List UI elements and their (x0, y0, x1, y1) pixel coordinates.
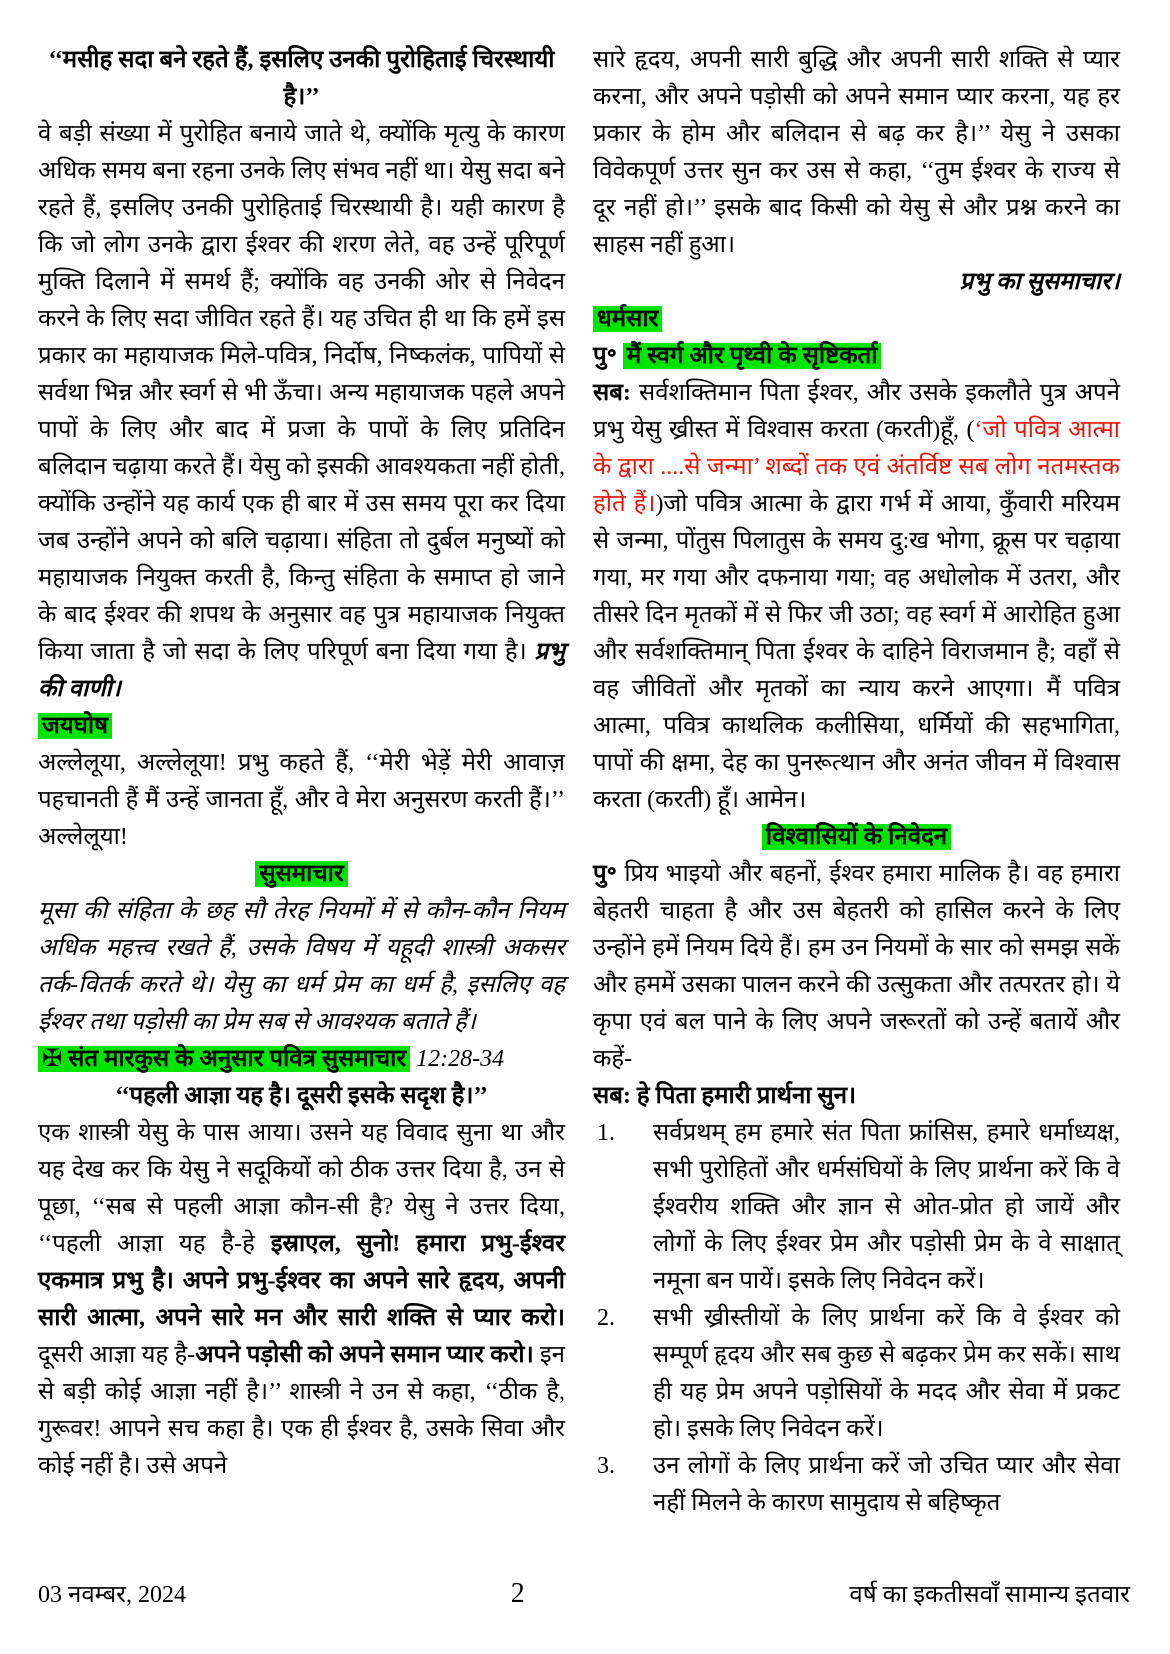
petition-item (593, 1300, 1120, 1448)
text-run: )जो पवित्र आत्मा के द्वारा गर्भ में आया, कुँवारी मरियम से जन्मा, पोंतुस पिलातुस के समय दु:ख भोगा, क्रूस पर चढ़ाया गया, मर गया और दफनाया गया; वह अधोलोक में उतरा, और तीसरे दिन मृतकों में से फिर जी उठा; वह स्वर्ग में आरोहित हुआ और सर्वशक्तिमान् पिता ईश्वर के दाहिने विराजमान है; वहाँ से वह जीवितों और मृतकों का न्याय करने आएगा। मैं पवित्र आत्मा, पवित्र काथलिक कलीसिया, धर्मियों की सहभागिता, पापों की क्षमा, देह का पुनरूत्थान और अनंत जीवन में विश्वास करता (करती) हूँ। आमेन। (593, 491, 1120, 813)
petition-text: सर्वप्रथम् हम हमारे संत पिता फ्रांसिस, हमारे धर्माध्यक्ष, सभी पुरोहितों और धर्मसंघियों के लिए प्रार्थना करें कि वे ईश्वरीय शक्ति और ज्ञान से ओत-प्रोत हो जायें और लोगों के लिए ईश्वर प्रेम और पड़ोसी प्रेम के वे साक्षात् नमूना बन पायें। इसके लिए निवेदन करें। (653, 1120, 1120, 1294)
petitions-list (593, 1115, 1120, 1522)
creed-title: मैं स्वर्ग और पृथ्वी के सृष्टिकर्ता (623, 343, 882, 369)
text-run: दूसरी आज्ञा यह है- (38, 1342, 196, 1368)
first-reading-body (38, 116, 565, 708)
text-run: इस्राएल, सुनो! हमारा प्रभु-ईश्वर एकमात्र प्रभु है। अपने प्रभु-ईश्वर का अपने सारे हृदय, अपनी सारी आत्मा, अपने सारे मन और सारी शक्ति से प्यार करो। (38, 1231, 565, 1331)
text-run: सर्वशक्तिमान पिता ईश्वर, और उसके इकलौते पुत्र अपने प्रभु येसु ख्रीस्त में विश्वास करता (करती)हूँ, ( (593, 380, 1120, 443)
text-run: सब: (593, 380, 631, 406)
petition-item (593, 1115, 1120, 1300)
text-run: वे बड़ी संख्या में पुरोहित बनाये जाते थे, क्योंकि मृत्यु के कारण अधिक समय बना रहना उनके लिए संभव नहीं था। येसु सदा बने रहते हैं, इसलिए उनकी पुरोहिताई चिरस्थायी है। यही कारण है कि जो लोग उनके द्वारा ईश्वर की शरण लेते, वह उन्हें पूरिपूर्ण मुक्ति दिलाने में समर्थ हैं; क्योंकि वह उनकी ओर से निवेदन करने के लिए सदा जीवित रहते हैं। यह उचित ही था कि हमें इस प्रकार का महायाजक मिले-पवित्र, निर्दोष, निष्कलंक, पापियों से सर्वथा भिन्न और स्वर्ग से भी ऊँचा। अन्य महायाजक पहले अपने पापों के लिए और बाद में प्रजा के पापों के लिए प्रतिदिन बलिदान चढ़ाया करते हैं। येसु को इसकी आवश्यकता नहीं होती, क्योंकि उन्होंने यह कार्य एक ही बार में उस समय पूरा कर दिया जब उन्होंने अपने को बलि चढ़ाया। संहिता तो दुर्बल मनुष्यों को महायाजक नियुक्त करती है, किन्तु संहिता के समाप्त हो जाने के बाद ईश्वर की शपथ के अनुसार वह पुत्र महायाजक नियुक्त किया जाता है जो सदा के लिए परिपूर्ण बना दिया गया है। (38, 121, 565, 665)
gospel-intro: मूसा की संहिता के छह सौ तेरह नियमों में से कौन-कौन नियम अधिक महत्त्व रखते हैं, उसके विषय में यहूदी शास्त्री अकसर तर्क-वितर्क करते थे। येसु का धर्म प्रेम का धर्म है, इसलिए वह ईश्वर तथा पड़ोसी का प्रेम सब से आवश्यक बताते हैं। (38, 898, 565, 1035)
intercessions-heading (593, 819, 1120, 856)
gospel-title-highlight (38, 1046, 410, 1072)
right-column (593, 42, 1120, 1522)
acclamation-heading (38, 708, 565, 745)
text-run: प्रिय भाइयो और बहनों, ईश्वर हमारा मालिक है। वह हमारा बेहतरी चाहता है और उस बेहतरी को हासिल करने के लिए उन्होंने हमें नियम दिये हैं। हम उन नियमों के सार को समझ सकें और हममें उसका पालन करने की उत्सुकता और तत्परतर हो। ये कृपा एवं बल पाने के लिए अपने जरूरतों को उन्हें बतायें और कहें- (593, 861, 1120, 1072)
petition-number: 1. (597, 1120, 615, 1146)
creed-section-heading (593, 301, 1120, 338)
footer-date: 03 नवम्बर, 2024 (38, 1582, 186, 1608)
petition-number: 2. (597, 1305, 615, 1331)
text-run: अपने पड़ोसी को अपने समान प्यार करो। (195, 1342, 534, 1368)
acclamation-label: जयघोष (38, 713, 112, 739)
cross-icon: ✠ (42, 1046, 63, 1072)
text-run: पु॰ (593, 861, 617, 887)
intercessions-intro (593, 856, 1120, 1078)
footer-page-number: 2 (510, 1578, 525, 1609)
text-run: ‘जो पवित्र आत्मा के द्वारा ....से जन्मा’ शब्दों तक एवं अंतर्विष्ट सब लोग नतमस्तक होते हैं। (593, 417, 1121, 517)
petition-item (593, 1448, 1120, 1522)
petition-number: 3. (597, 1453, 615, 1479)
creed-priest-prefix: पु॰ (593, 343, 617, 369)
text-run: इन से बड़ी कोई आज्ञा नहीं है।’’ शास्त्री ने उन से कहा, ‘‘ठीक है, गुरूवर! आपने सच कहा है। एक ही ईश्वर है, उसके सिवा और कोई नहीं है। उसे अपने (38, 1342, 566, 1479)
gospel-section-heading (38, 856, 565, 893)
text-run: एक शास्त्री येसु के पास आया। उसने यह विवाद सुना था और यह देख कर कि येसु ने सदूकियों को ठीक उत्तर दिया है, उन से पूछा, ‘‘सब से पहली आज्ञा कौन-सी है? येसु ने उत्तर दिया, ‘‘पहली आज्ञा यह है-हे (38, 1120, 565, 1257)
first-reading-quote-heading: ‘‘मसीह सदा बने रहते हैं, इसलिए उनकी पुरोहिताई चिरस्थायी है।’’ (48, 47, 555, 110)
creed-label: धर्मसार (593, 306, 662, 332)
text-run: प्रभु की वाणी। (38, 639, 565, 702)
gospel-continuation: सारे हृदय, अपनी सारी बुद्धि और अपनी सारी शक्ति से प्यार करना, और अपने पड़ोसी को अपने समान प्यार करना, यह हर प्रकार के होम और बलिदान से बढ़ कर है।’’ येसु ने उसका विवेकपूर्ण उत्तर सुन कर उस से कहा, ‘‘तुम ईश्वर के राज्य से दूर नहीं हो।’’ इसके बाद किसी को येसु से और प्रश्न करने का साहस नहीं हुआ। (593, 47, 1120, 258)
intercessions-label: विश्वासियों के निवेदन (762, 824, 951, 850)
footer-edition-title: वर्ष का इकतीसवाँ सामान्य इतवार (849, 1582, 1130, 1608)
creed-body (593, 375, 1120, 819)
gospel-body (38, 1115, 565, 1485)
petition-text: सभी ख्रीस्तीयों के लिए प्रार्थना करें कि वे ईश्वर को सम्पूर्ण हृदय और सब कुछ से बढ़कर प्रेम कर सकें। साथ ही यह प्रेम अपने पड़ोसियों के मदद और सेवा में प्रकट हो। इसके लिए निवेदन करें। (653, 1305, 1120, 1442)
acclamation-text: अल्लेलूया, अल्लेलूया! प्रभु कहते हैं, ‘‘मेरी भेड़ें मेरी आवाज़ पहचानती हैं मैं उन्हें जानता हूँ, और वे मेरा अनुसरण करती हैं।’’ अल्लेलूया! (38, 750, 565, 850)
gospel-subheading: ‘‘पहली आज्ञा यह है। दूसरी इसके सदृश है।’’ (115, 1083, 488, 1109)
intercessions-response: सब: हे पिता हमारी प्रार्थना सुन। (593, 1083, 857, 1109)
gospel-closing: प्रभु का सुसमाचार। (959, 269, 1120, 295)
petition-text: उन लोगों के लिए प्रार्थना करें जो उचित प्यार और सेवा नहीं मिलने के कारण सामुदाय से बहिष्कृत (653, 1453, 1120, 1516)
gospel-title: संत मारकुस के अनुसार पवित्र सुसमाचार (68, 1046, 407, 1072)
creed-title-line (593, 338, 1120, 375)
gospel-verse-reference: 12:28-34 (416, 1046, 505, 1072)
page-footer (38, 1579, 1130, 1610)
gospel-label: सुसमाचार (255, 861, 347, 887)
left-column (38, 42, 565, 1522)
gospel-title-line (38, 1041, 565, 1078)
columns (38, 42, 1130, 1522)
